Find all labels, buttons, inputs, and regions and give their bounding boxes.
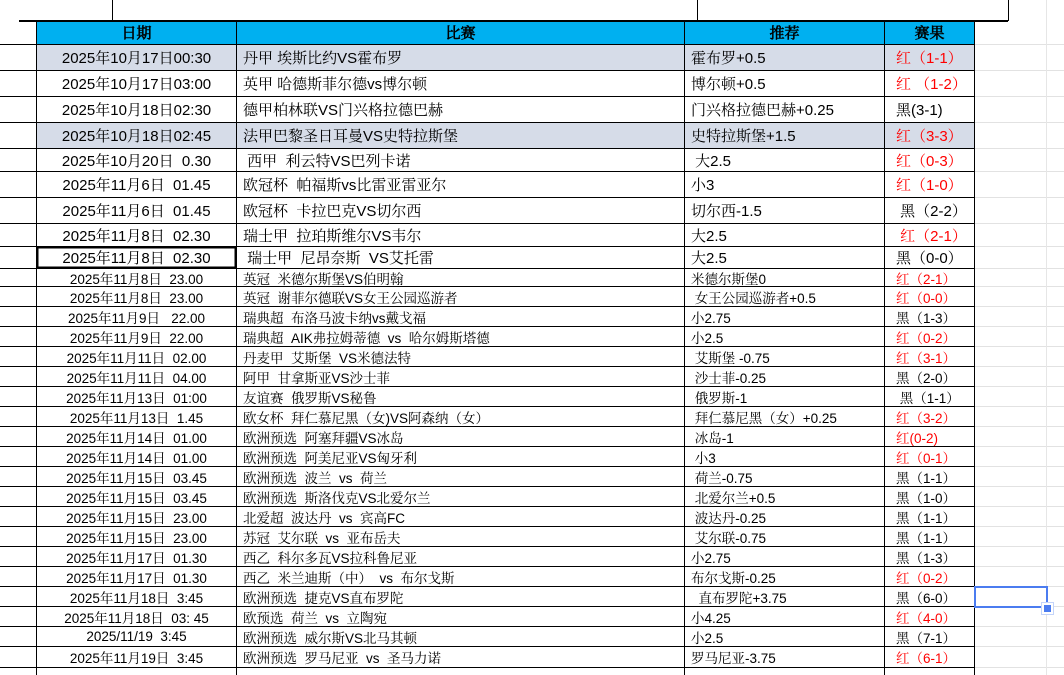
empty-cell[interactable] xyxy=(1047,467,1064,487)
table-row xyxy=(0,447,1064,467)
date-cell[interactable]: 2025年11月6日 01.45 xyxy=(37,172,237,198)
date-cell[interactable]: 2025年11月13日 01:00 xyxy=(37,387,237,407)
table-row xyxy=(0,647,1064,668)
pick-cell[interactable]: 冰岛-1 xyxy=(685,427,885,447)
match-cell[interactable]: 丹甲 埃斯比约VS霍布罗 xyxy=(237,45,685,71)
empty-cell[interactable] xyxy=(975,172,1047,198)
row-margin-cell[interactable] xyxy=(0,149,37,172)
grid-line-faint xyxy=(1046,0,1047,675)
table-row xyxy=(0,224,1064,247)
pick-cell[interactable]: 荷兰-0.75 xyxy=(685,467,885,487)
row-margin-cell[interactable] xyxy=(0,387,37,407)
row-margin-cell[interactable] xyxy=(0,71,37,97)
result-cell[interactable]: 红（0-2） xyxy=(885,567,975,587)
empty-cell[interactable] xyxy=(1047,327,1064,347)
pick-cell[interactable]: 小2.5 xyxy=(685,627,885,647)
row-margin-cell[interactable] xyxy=(0,347,37,367)
table-row xyxy=(0,149,1064,172)
table-row xyxy=(0,507,1064,527)
empty-cell[interactable] xyxy=(975,287,1047,307)
empty-cell[interactable] xyxy=(1047,71,1064,97)
pick-cell[interactable]: 大2.5 xyxy=(685,224,885,247)
result-cell[interactable]: 黑（0-0） xyxy=(885,247,975,269)
table-row xyxy=(0,567,1064,587)
empty-cell[interactable] xyxy=(975,269,1047,287)
table-row xyxy=(0,172,1064,198)
row-margin-cell[interactable] xyxy=(0,287,37,307)
table-row xyxy=(0,387,1064,407)
empty-cell[interactable] xyxy=(975,367,1047,387)
date-cell[interactable]: 2025年11月18日 03: 45 xyxy=(37,607,237,627)
table-row xyxy=(0,527,1064,547)
match-cell[interactable]: 英冠 米德尔斯堡VS伯明翰 xyxy=(237,269,685,287)
empty-cell[interactable] xyxy=(975,447,1047,467)
date-cell[interactable]: 2025年11月19日 3:45 xyxy=(37,647,237,668)
pick-cell[interactable]: 博尔顿+0.5 xyxy=(685,71,885,97)
date-cell[interactable]: 2025年10月18日02:45 xyxy=(37,123,237,149)
date-cell[interactable]: 2025年11月17日 01.30 xyxy=(37,567,237,587)
grid-line xyxy=(112,0,113,21)
date-cell[interactable]: 2025年11月9日 22.00 xyxy=(37,307,237,327)
pick-cell[interactable] xyxy=(685,668,885,675)
match-cell[interactable]: 欧预选 荷兰 vs 立陶宛 xyxy=(237,607,685,627)
row-margin-cell[interactable] xyxy=(0,427,37,447)
table-row xyxy=(0,287,1064,307)
date-cell[interactable] xyxy=(37,668,237,675)
result-cell[interactable]: 黑（1-1） xyxy=(885,527,975,547)
empty-cell[interactable] xyxy=(975,547,1047,567)
fill-handle[interactable] xyxy=(1041,602,1054,615)
result-cell[interactable]: 红（3-2） xyxy=(885,407,975,427)
pick-cell[interactable]: 切尔西-1.5 xyxy=(685,198,885,224)
match-cell[interactable]: 英冠 谢菲尔德联VS女王公园巡游者 xyxy=(237,287,685,307)
pick-cell[interactable]: 大2.5 xyxy=(685,247,885,269)
date-cell[interactable]: 2025年11月6日 01.45 xyxy=(37,198,237,224)
pick-cell[interactable]: 门兴格拉德巴赫+0.25 xyxy=(685,97,885,123)
empty-cell[interactable] xyxy=(1047,507,1064,527)
date-cell[interactable]: 2025年10月17日00:30 xyxy=(37,45,237,71)
header-margin-cell[interactable] xyxy=(0,21,37,45)
empty-cell[interactable] xyxy=(1047,247,1064,269)
date-cell[interactable]: 2025年11月15日 03.45 xyxy=(37,487,237,507)
empty-cell[interactable] xyxy=(975,198,1047,224)
date-cell[interactable]: 2025年11月17日 01.30 xyxy=(37,547,237,567)
table-row xyxy=(0,247,1064,269)
date-cell[interactable]: 2025年11月9日 22.00 xyxy=(37,327,237,347)
empty-cell[interactable] xyxy=(1047,287,1064,307)
fill-handle-dot xyxy=(1044,605,1051,612)
table-row xyxy=(0,71,1064,97)
empty-cell[interactable] xyxy=(975,247,1047,269)
empty-cell[interactable] xyxy=(975,307,1047,327)
date-cell[interactable]: 2025年11月13日 1.45 xyxy=(37,407,237,427)
date-cell[interactable]: 2025年11月15日 23.00 xyxy=(37,507,237,527)
empty-cell[interactable] xyxy=(975,71,1047,97)
result-cell[interactable]: 黑（2-0） xyxy=(885,367,975,387)
match-cell[interactable]: 欧洲预选 捷克VS直布罗陀 xyxy=(237,587,685,607)
row-margin-cell[interactable] xyxy=(0,547,37,567)
date-cell[interactable]: 2025年11月14日 01.00 xyxy=(37,427,237,447)
match-cell[interactable]: 德甲柏林联VS门兴格拉德巴赫 xyxy=(237,97,685,123)
table-row xyxy=(0,587,1064,607)
empty-cell[interactable] xyxy=(975,627,1047,647)
row-margin-cell[interactable] xyxy=(0,224,37,247)
empty-cell[interactable] xyxy=(975,487,1047,507)
pick-cell[interactable]: 罗马尼亚-3.75 xyxy=(685,647,885,668)
result-cell[interactable]: 黑（6-0） xyxy=(885,587,975,607)
match-cell[interactable]: 瑞典超 布洛马波卡纳vs戴戈福 xyxy=(237,307,685,327)
pick-cell[interactable]: 俄罗斯-1 xyxy=(685,387,885,407)
row-margin-cell[interactable] xyxy=(0,367,37,387)
table-row xyxy=(0,198,1064,224)
row-margin-cell[interactable] xyxy=(0,607,37,627)
empty-cell[interactable] xyxy=(975,467,1047,487)
match-cell[interactable]: 法甲巴黎圣日耳曼VS史特拉斯堡 xyxy=(237,123,685,149)
row-margin-cell[interactable] xyxy=(0,407,37,427)
date-cell[interactable]: 2025年11月11日 04.00 xyxy=(37,367,237,387)
match-cell[interactable]: 欧冠杯 卡拉巴克VS切尔西 xyxy=(237,198,685,224)
result-cell[interactable]: 红（4-0） xyxy=(885,607,975,627)
empty-cell[interactable] xyxy=(1047,567,1064,587)
header-date[interactable]: 日期 xyxy=(37,21,237,45)
result-cell[interactable]: 黑（2-2） xyxy=(885,198,975,224)
row-margin-cell[interactable] xyxy=(0,567,37,587)
pick-cell[interactable]: 米德尔斯堡0 xyxy=(685,269,885,287)
empty-cell[interactable] xyxy=(1047,427,1064,447)
row-margin-cell[interactable] xyxy=(0,198,37,224)
pick-cell[interactable]: 小4.25 xyxy=(685,607,885,627)
empty-cell[interactable] xyxy=(975,327,1047,347)
date-cell[interactable]: 2025/11/19 3:45 xyxy=(37,627,237,647)
result-cell[interactable]: 红（0-2） xyxy=(885,327,975,347)
match-cell[interactable]: 欧洲预选 罗马尼亚 vs 圣马力诺 xyxy=(237,647,685,668)
pick-cell[interactable]: 霍布罗+0.5 xyxy=(685,45,885,71)
table-row xyxy=(0,367,1064,387)
result-cell[interactable]: 红（0-3） xyxy=(885,149,975,172)
table-row xyxy=(0,547,1064,567)
pick-cell[interactable]: 小2.5 xyxy=(685,327,885,347)
pick-cell[interactable]: 波达丹-0.25 xyxy=(685,507,885,527)
result-cell[interactable]: 红（2-1） xyxy=(885,269,975,287)
empty-cell[interactable] xyxy=(1047,45,1064,71)
pick-cell[interactable]: 小2.75 xyxy=(685,547,885,567)
match-cell[interactable]: 英甲 哈德斯菲尔德vs博尔顿 xyxy=(237,71,685,97)
match-cell[interactable]: 丹麦甲 艾斯堡 VS米德法特 xyxy=(237,347,685,367)
date-cell[interactable]: 2025年11月15日 03.45 xyxy=(37,467,237,487)
result-cell[interactable]: 黑（7-1） xyxy=(885,627,975,647)
result-cell[interactable]: 红（1-1） xyxy=(885,45,975,71)
table-row xyxy=(0,627,1064,647)
result-cell[interactable]: 红（2-1） xyxy=(885,224,975,247)
empty-cell[interactable] xyxy=(975,45,1047,71)
result-cell[interactable] xyxy=(885,668,975,675)
empty-cell[interactable] xyxy=(975,21,1047,45)
row-margin-cell[interactable] xyxy=(0,507,37,527)
empty-cell[interactable] xyxy=(1047,347,1064,367)
row-margin-cell[interactable] xyxy=(0,123,37,149)
date-cell[interactable]: 2025年11月11日 02.00 xyxy=(37,347,237,367)
empty-cell[interactable] xyxy=(975,507,1047,527)
row-margin-cell[interactable] xyxy=(0,527,37,547)
table-row xyxy=(0,123,1064,149)
pick-cell[interactable]: 女王公园巡游者+0.5 xyxy=(685,287,885,307)
table-body xyxy=(0,45,1064,675)
date-cell[interactable]: 2025年11月14日 01.00 xyxy=(37,447,237,467)
pick-cell[interactable]: 拜仁慕尼黑（女）+0.25 xyxy=(685,407,885,427)
table-top-border xyxy=(19,20,1008,22)
date-cell[interactable]: 2025年11月8日 23.00 xyxy=(37,269,237,287)
row-margin-cell[interactable] xyxy=(0,447,37,467)
table-header-row xyxy=(0,21,1064,45)
pick-cell[interactable]: 布尔戈斯-0.25 xyxy=(685,567,885,587)
row-margin-cell[interactable] xyxy=(0,172,37,198)
empty-cell[interactable] xyxy=(975,427,1047,447)
row-margin-cell[interactable] xyxy=(0,269,37,287)
empty-cell[interactable] xyxy=(975,527,1047,547)
empty-cell[interactable] xyxy=(1047,647,1064,668)
row-margin-cell[interactable] xyxy=(0,487,37,507)
partial-top-row xyxy=(0,0,1064,21)
result-cell[interactable]: 黑（1-3） xyxy=(885,307,975,327)
pick-cell[interactable]: 史特拉斯堡+1.5 xyxy=(685,123,885,149)
empty-cell[interactable] xyxy=(1047,367,1064,387)
result-cell[interactable]: 红（3-3） xyxy=(885,123,975,149)
empty-cell[interactable] xyxy=(1047,198,1064,224)
header-pick[interactable]: 推荐 xyxy=(685,21,885,45)
selected-cell-outline[interactable] xyxy=(974,586,1048,608)
match-cell[interactable] xyxy=(237,668,685,675)
match-cell[interactable]: 瑞士甲 拉珀斯维尔VS韦尔 xyxy=(237,224,685,247)
empty-cell[interactable] xyxy=(975,97,1047,123)
result-cell[interactable]: 黑（1-0） xyxy=(885,487,975,507)
result-cell[interactable]: 黑(3-1) xyxy=(885,97,975,123)
empty-cell[interactable] xyxy=(1047,627,1064,647)
empty-cell[interactable] xyxy=(1047,527,1064,547)
empty-cell[interactable] xyxy=(975,387,1047,407)
result-cell[interactable]: 红（3-1） xyxy=(885,347,975,367)
date-cell[interactable]: 2025年10月18日02:30 xyxy=(37,97,237,123)
date-cell[interactable]: 2025年11月15日 23.00 xyxy=(37,527,237,547)
row-margin-cell[interactable] xyxy=(0,327,37,347)
pick-cell[interactable]: 艾斯堡 -0.75 xyxy=(685,347,885,367)
pick-cell[interactable]: 小3 xyxy=(685,172,885,198)
row-margin-cell[interactable] xyxy=(0,587,37,607)
row-margin-cell[interactable] xyxy=(0,467,37,487)
empty-cell[interactable] xyxy=(975,668,1047,675)
empty-cell[interactable] xyxy=(975,607,1047,627)
match-cell[interactable]: 欧洲预选 阿美尼亚VS匈牙利 xyxy=(237,447,685,467)
row-margin-cell[interactable] xyxy=(0,45,37,71)
table-row xyxy=(0,407,1064,427)
empty-cell[interactable] xyxy=(975,407,1047,427)
row-margin-cell[interactable] xyxy=(0,647,37,668)
row-margin-cell[interactable] xyxy=(0,307,37,327)
result-cell[interactable]: 红（6-1） xyxy=(885,647,975,668)
empty-cell[interactable] xyxy=(1047,307,1064,327)
result-cell[interactable]: 红(0-2) xyxy=(885,427,975,447)
match-cell[interactable]: 西乙 科尔多瓦VS拉科鲁尼亚 xyxy=(237,547,685,567)
table-row xyxy=(0,467,1064,487)
empty-cell[interactable] xyxy=(1047,547,1064,567)
empty-cell[interactable] xyxy=(975,123,1047,149)
table-row xyxy=(0,347,1064,367)
pick-cell[interactable]: 沙士菲-0.25 xyxy=(685,367,885,387)
empty-cell[interactable] xyxy=(1047,269,1064,287)
result-cell[interactable]: 黑（1-3） xyxy=(885,547,975,567)
row-margin-cell[interactable] xyxy=(0,97,37,123)
result-cell[interactable]: 红（0-1） xyxy=(885,447,975,467)
header-match[interactable]: 比赛 xyxy=(237,21,685,45)
match-cell[interactable]: 西甲 利云特VS巴列卡诺 xyxy=(237,149,685,172)
table-row xyxy=(0,307,1064,327)
match-cell[interactable]: 欧洲预选 阿塞拜疆VS冰岛 xyxy=(237,427,685,447)
empty-cell[interactable] xyxy=(975,567,1047,587)
pick-cell[interactable]: 艾尔联-0.75 xyxy=(685,527,885,547)
pick-cell[interactable]: 小2.75 xyxy=(685,307,885,327)
date-cell[interactable]: 2025年11月8日 02.30 xyxy=(37,247,237,269)
row-margin-cell[interactable] xyxy=(0,627,37,647)
match-cell[interactable]: 北爱超 波达丹 vs 宾高FC xyxy=(237,507,685,527)
match-cell[interactable]: 欧洲预选 威尔斯VS北马其顿 xyxy=(237,627,685,647)
match-cell[interactable]: 苏冠 艾尔联 vs 亚布岳夫 xyxy=(237,527,685,547)
empty-cell[interactable] xyxy=(1047,21,1064,45)
empty-cell[interactable] xyxy=(975,149,1047,172)
table-row xyxy=(0,97,1064,123)
empty-cell[interactable] xyxy=(1047,447,1064,467)
match-cell[interactable]: 西乙 米兰迪斯（中） vs 布尔戈斯 xyxy=(237,567,685,587)
match-cell[interactable]: 欧女杯 拜仁慕尼黑（女)VS阿森纳（女） xyxy=(237,407,685,427)
result-cell[interactable]: 黑（1-1） xyxy=(885,467,975,487)
row-margin-cell[interactable] xyxy=(0,668,37,675)
row-margin-cell[interactable] xyxy=(0,247,37,269)
result-cell[interactable]: 黑（1-1） xyxy=(885,507,975,527)
match-cell[interactable]: 阿甲 甘拿斯亚VS沙士菲 xyxy=(237,367,685,387)
result-cell[interactable]: 黑（1-1） xyxy=(885,387,975,407)
empty-cell[interactable] xyxy=(1047,97,1064,123)
table-row xyxy=(0,607,1064,627)
empty-cell[interactable] xyxy=(1047,172,1064,198)
pick-cell[interactable]: 大2.5 xyxy=(685,149,885,172)
result-cell[interactable]: 红（0-0） xyxy=(885,287,975,307)
empty-cell[interactable] xyxy=(1047,487,1064,507)
match-cell[interactable]: 瑞士甲 尼昂奈斯 VS艾托雷 xyxy=(237,247,685,269)
grid-line xyxy=(697,0,698,21)
empty-cell[interactable] xyxy=(1047,407,1064,427)
header-result[interactable]: 赛果 xyxy=(885,21,975,45)
date-cell[interactable]: 2025年11月8日 23.00 xyxy=(37,287,237,307)
empty-cell[interactable] xyxy=(975,347,1047,367)
table-row xyxy=(0,269,1064,287)
empty-cell[interactable] xyxy=(975,647,1047,668)
empty-cell[interactable] xyxy=(975,224,1047,247)
date-cell[interactable]: 2025年10月20日 0.30 xyxy=(37,149,237,172)
table-row xyxy=(0,487,1064,507)
empty-cell[interactable] xyxy=(1047,123,1064,149)
empty-cell[interactable] xyxy=(1047,224,1064,247)
table-row xyxy=(0,327,1064,347)
match-cell[interactable]: 瑞典超 AIK弗拉姆蒂德 vs 哈尔姆斯塔德 xyxy=(237,327,685,347)
date-cell[interactable]: 2025年10月17日03:00 xyxy=(37,71,237,97)
date-cell[interactable]: 2025年11月8日 02.30 xyxy=(37,224,237,247)
table-row xyxy=(0,668,1064,675)
empty-cell[interactable] xyxy=(1047,387,1064,407)
table-row xyxy=(0,427,1064,447)
match-cell[interactable]: 欧洲预选 波兰 vs 荷兰 xyxy=(237,467,685,487)
date-cell[interactable]: 2025年11月18日 3:45 xyxy=(37,587,237,607)
match-cell[interactable]: 欧冠杯 帕福斯vs比雷亚雷亚尔 xyxy=(237,172,685,198)
pick-cell[interactable]: 北爱尔兰+0.5 xyxy=(685,487,885,507)
result-cell[interactable]: 红 （1-2） xyxy=(885,71,975,97)
result-cell[interactable]: 红（1-0） xyxy=(885,172,975,198)
grid-line xyxy=(1008,0,1009,21)
match-cell[interactable]: 欧洲预选 斯洛伐克VS北爱尔兰 xyxy=(237,487,685,507)
empty-cell[interactable] xyxy=(1047,149,1064,172)
table-row xyxy=(0,45,1064,71)
empty-cell[interactable] xyxy=(1047,668,1064,675)
pick-cell[interactable]: 小3 xyxy=(685,447,885,467)
pick-cell[interactable]: 直布罗陀+3.75 xyxy=(685,587,885,607)
match-cell[interactable]: 友谊赛 俄罗斯VS秘鲁 xyxy=(237,387,685,407)
